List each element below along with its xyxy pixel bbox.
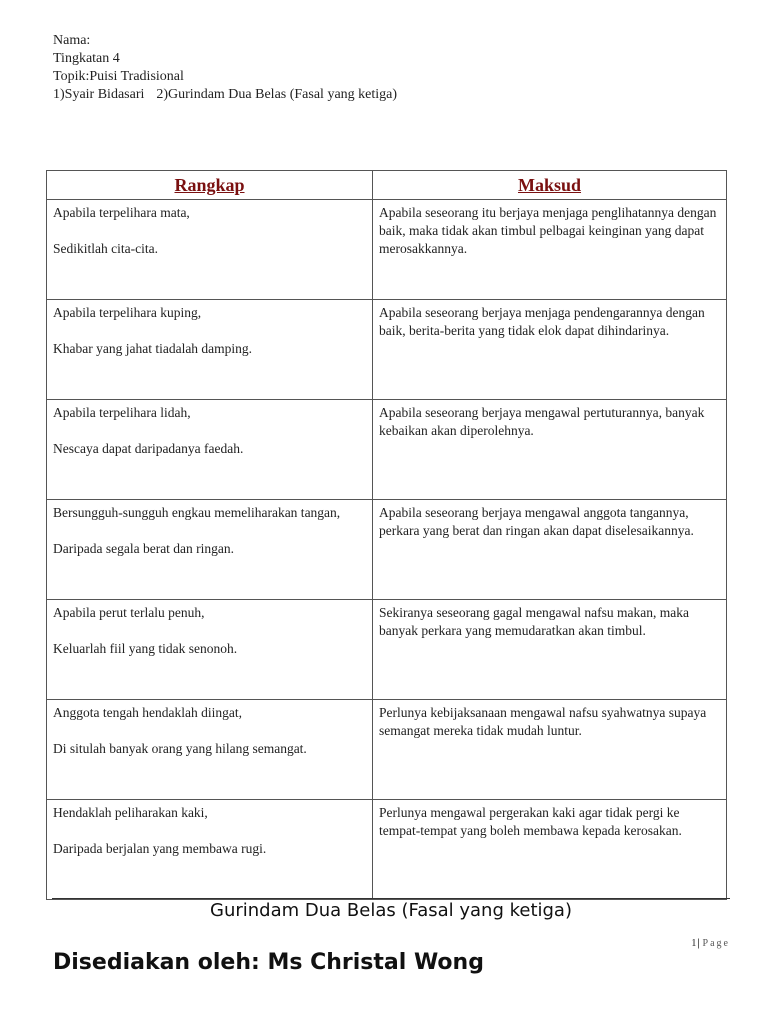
rangkap-line-2: Di situlah banyak orang yang hilang semangat. bbox=[53, 741, 307, 756]
table-row bbox=[47, 300, 727, 400]
page-number bbox=[691, 938, 730, 949]
rangkap-line-1: Bersungguh-sungguh engkau memeliharakan tangan, bbox=[53, 505, 341, 520]
topic-item-2: 2)Gurindam Dua Belas (Fasal yang ketiga) bbox=[156, 87, 398, 102]
rangkap-cell bbox=[47, 300, 373, 400]
maksud-cell: Apabila seseorang berjaya mengawal anggota tangannya, perkara yang berat dan ringan akan dapat diselesaikannya. bbox=[373, 500, 727, 600]
rangkap-line-1: Apabila perut terlalu penuh, bbox=[53, 605, 205, 620]
footer-divider bbox=[52, 898, 730, 899]
rangkap-cell bbox=[47, 400, 373, 500]
rangkap-cell bbox=[47, 800, 373, 900]
rangkap-cell bbox=[47, 500, 373, 600]
rangkap-line-2: Keluarlah fiil yang tidak senonoh. bbox=[53, 641, 238, 656]
rangkap-line-1: Anggota tengah hendaklah diingat, bbox=[53, 705, 242, 720]
maksud-cell: Apabila seseorang berjaya menjaga pendengarannya dengan baik, berita-berita yang tidak elok dapat dihindarinya. bbox=[373, 300, 727, 400]
rangkap-line-1: Apabila terpelihara kuping, bbox=[53, 305, 202, 320]
topic-list bbox=[53, 86, 397, 104]
maksud-cell: Perlunya mengawal pergerakan kaki agar tidak pergi ke tempat-tempat yang boleh membawa kepada kerosakan. bbox=[373, 800, 727, 900]
topic-item-1: 1)Syair Bidasari bbox=[53, 87, 145, 102]
rangkap-line-1: Apabila terpelihara lidah, bbox=[53, 405, 191, 420]
rangkap-cell bbox=[47, 700, 373, 800]
rangkap-line-2: Daripada segala berat dan ringan. bbox=[53, 541, 235, 556]
name-field-label: Nama: bbox=[53, 33, 91, 48]
rangkap-line-2: Khabar yang jahat tiadalah damping. bbox=[53, 341, 253, 356]
topic-line: Topik:Puisi Tradisional bbox=[53, 69, 184, 84]
table-row bbox=[47, 600, 727, 700]
page-label: Page bbox=[702, 938, 730, 949]
footer-title: Gurindam Dua Belas (Fasal yang ketiga) bbox=[210, 900, 572, 921]
prepared-by: Disediakan oleh: Ms Christal Wong bbox=[53, 950, 484, 975]
document-header bbox=[53, 32, 397, 104]
maksud-cell: Apabila seseorang berjaya mengawal pertuturannya, banyak kebaikan akan diperolehnya. bbox=[373, 400, 727, 500]
column-header-maksud: Maksud bbox=[373, 171, 727, 200]
rangkap-maksud-table bbox=[46, 170, 727, 900]
maksud-cell: Sekiranya seseorang gagal mengawal nafsu makan, maka banyak perkara yang memudaratkan akan timbul. bbox=[373, 600, 727, 700]
rangkap-cell bbox=[47, 200, 373, 300]
rangkap-line-1: Apabila terpelihara mata, bbox=[53, 205, 190, 220]
column-header-rangkap: Rangkap bbox=[47, 171, 373, 200]
maksud-cell: Apabila seseorang itu berjaya menjaga penglihatannya dengan baik, maka tidak akan timbul pelbagai keinginan yang dapat merosakkannya. bbox=[373, 200, 727, 300]
table-row bbox=[47, 400, 727, 500]
rangkap-line-2: Daripada berjalan yang membawa rugi. bbox=[53, 841, 267, 856]
table-row bbox=[47, 700, 727, 800]
rangkap-line-2: Sedikitlah cita-cita. bbox=[53, 241, 158, 256]
page-separator: | bbox=[697, 938, 700, 949]
maksud-cell: Perlunya kebijaksanaan mengawal nafsu syahwatnya supaya semangat mereka tidak mudah luntur. bbox=[373, 700, 727, 800]
page-number-value: 1 bbox=[691, 938, 697, 949]
table-row bbox=[47, 800, 727, 900]
table-row bbox=[47, 200, 727, 300]
rangkap-line-2: Nescaya dapat daripadanya faedah. bbox=[53, 441, 244, 456]
rangkap-line-1: Hendaklah peliharakan kaki, bbox=[53, 805, 208, 820]
form-level: Tingkatan 4 bbox=[53, 51, 120, 66]
table-row bbox=[47, 500, 727, 600]
table-header-row bbox=[47, 171, 727, 200]
rangkap-cell bbox=[47, 600, 373, 700]
